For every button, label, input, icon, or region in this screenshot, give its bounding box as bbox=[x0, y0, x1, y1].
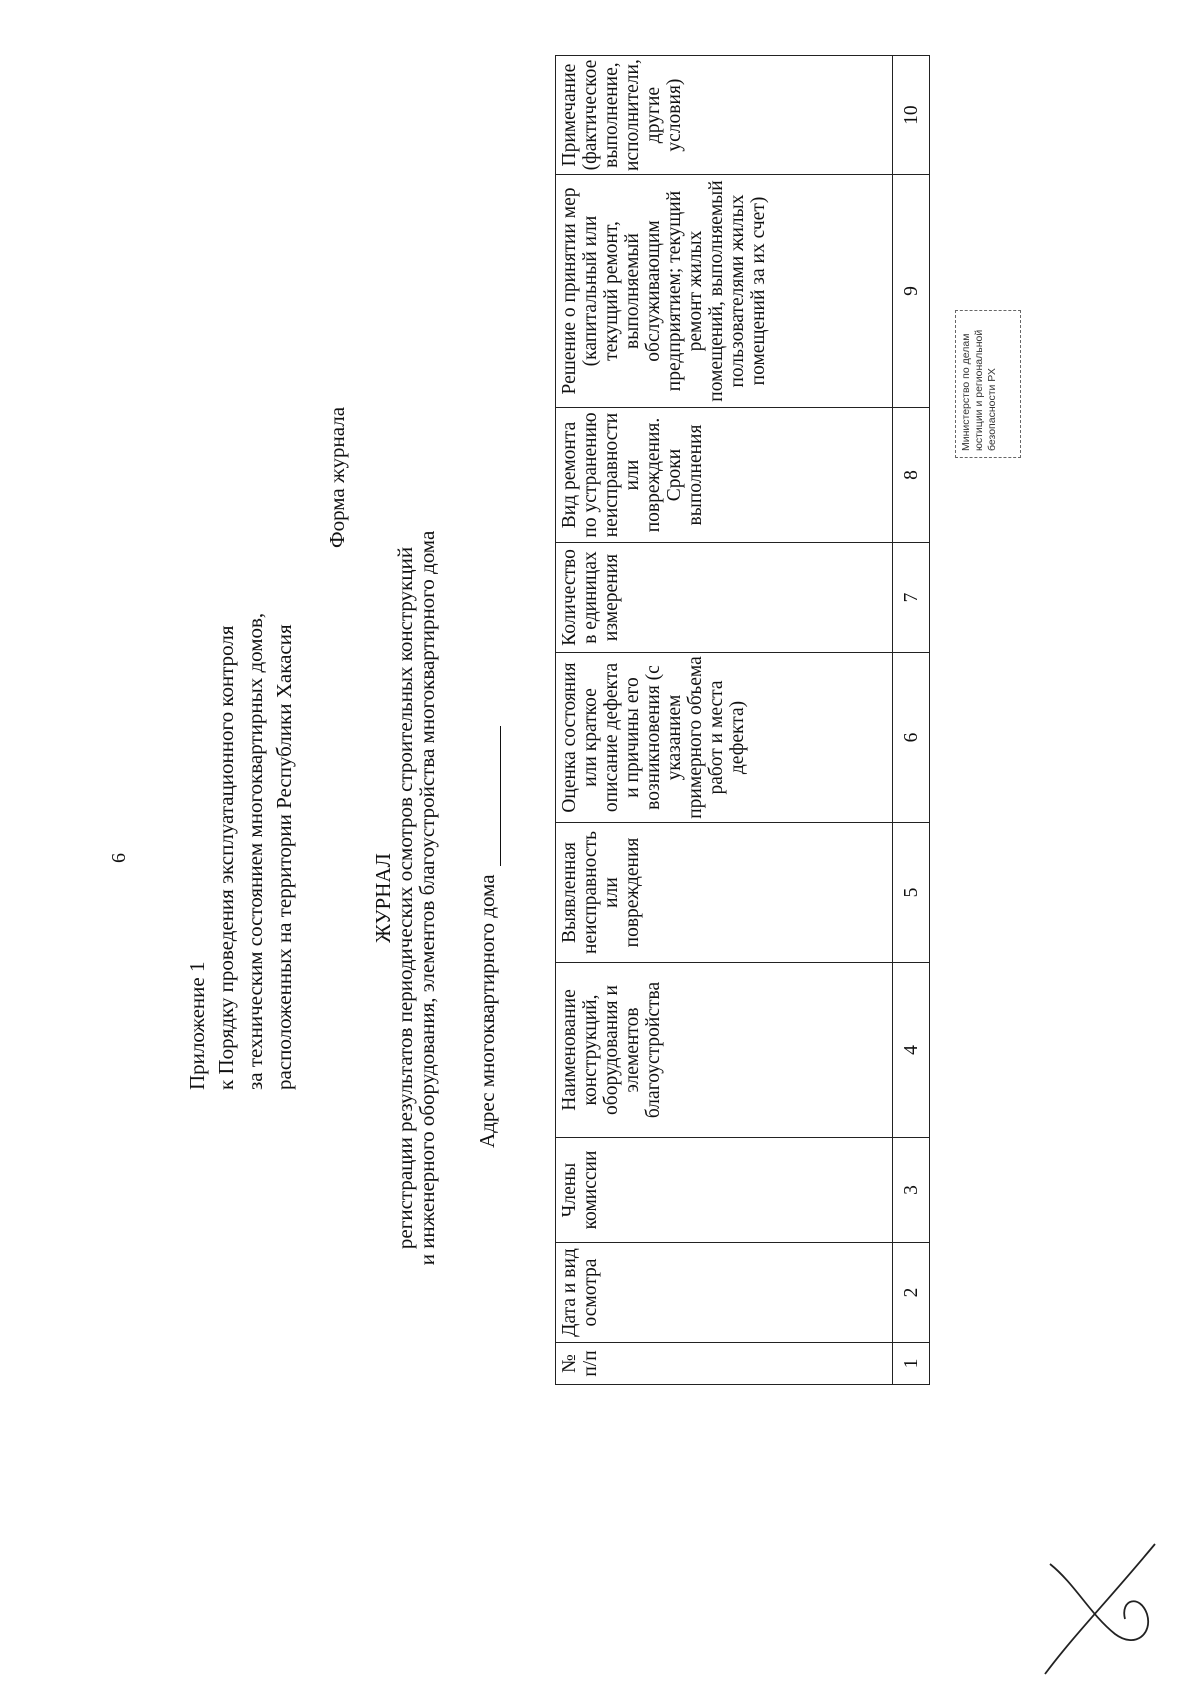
header-cell: Члены комиссии bbox=[556, 1138, 893, 1243]
address-label: Адрес многоквартирного дома bbox=[475, 874, 499, 1148]
page-number: 6 bbox=[108, 853, 130, 863]
registration-stamp bbox=[955, 310, 1021, 458]
journal-table bbox=[555, 55, 930, 1385]
address-line bbox=[475, 726, 501, 1148]
column-number-cell: 10 bbox=[893, 56, 930, 175]
header-cell: Дата и вид осмотра bbox=[556, 1243, 893, 1343]
address-blank-field[interactable] bbox=[475, 726, 501, 866]
header-cell: Количество в единицах измерения bbox=[556, 543, 893, 653]
appendix-line-2: к Порядку проведения эксплуатационного контроля bbox=[214, 625, 238, 1090]
journal-title: ЖУРНАЛ bbox=[371, 853, 395, 943]
journal-title-block bbox=[372, 398, 438, 1398]
table-number-row bbox=[893, 56, 930, 1385]
journal-subtitle-line-1: регистрации результатов периодических осмотров строительных конструкций bbox=[393, 546, 417, 1250]
stamp-line-1: Министерство по делам bbox=[960, 333, 972, 451]
stamp-line-2: юстиции и региональной bbox=[973, 329, 985, 451]
header-cell: Оценка состояния или краткое описание дефекта и причины его возникновения (с указанием примерного объема работ и места дефекта) bbox=[556, 653, 893, 823]
table-header-row bbox=[556, 56, 893, 1385]
signature-icon bbox=[1035, 1534, 1165, 1694]
header-cell: Выявленная неисправность или повреждения bbox=[556, 823, 893, 963]
header-cell: Решение о принятии мер (капитальный или текущий ремонт, выполняемый обслуживающим предприятием; текущий ремонт жилых помещений, выполняемый пользователями жилых помещений за их счет) bbox=[556, 175, 893, 408]
column-number-cell: 7 bbox=[893, 543, 930, 653]
journal-subtitle-line-2: и инженерного оборудования, элементов благоустройства многоквартирного дома bbox=[415, 530, 439, 1266]
column-number-cell: 8 bbox=[893, 408, 930, 543]
appendix-line-3: за техническим состоянием многоквартирных домов, bbox=[243, 612, 267, 1090]
header-cell: Примечание (фактическое выполнение, исполнители, другие условия) bbox=[556, 56, 893, 175]
column-number-cell: 2 bbox=[893, 1243, 930, 1343]
column-number-cell: 3 bbox=[893, 1138, 930, 1243]
column-number-cell: 5 bbox=[893, 823, 930, 963]
header-cell: Вид ремонта по устранению неисправности или повреждения. Сроки выполнения bbox=[556, 408, 893, 543]
header-cell: Наименование конструкций, оборудования и элементов благоустройства bbox=[556, 963, 893, 1138]
appendix-block bbox=[183, 613, 299, 1090]
column-number-cell: 6 bbox=[893, 653, 930, 823]
stamp-line-3: безопасности РХ bbox=[986, 368, 998, 451]
column-number-cell: 4 bbox=[893, 963, 930, 1138]
column-number-cell: 1 bbox=[893, 1343, 930, 1385]
appendix-line-1: Приложение 1 bbox=[185, 961, 209, 1090]
form-title: Форма журнала bbox=[325, 406, 349, 548]
header-cell: № п/п bbox=[556, 1343, 893, 1385]
appendix-line-4: расположенных на территории Республики Хакасия bbox=[272, 624, 296, 1090]
column-number-cell: 9 bbox=[893, 175, 930, 408]
